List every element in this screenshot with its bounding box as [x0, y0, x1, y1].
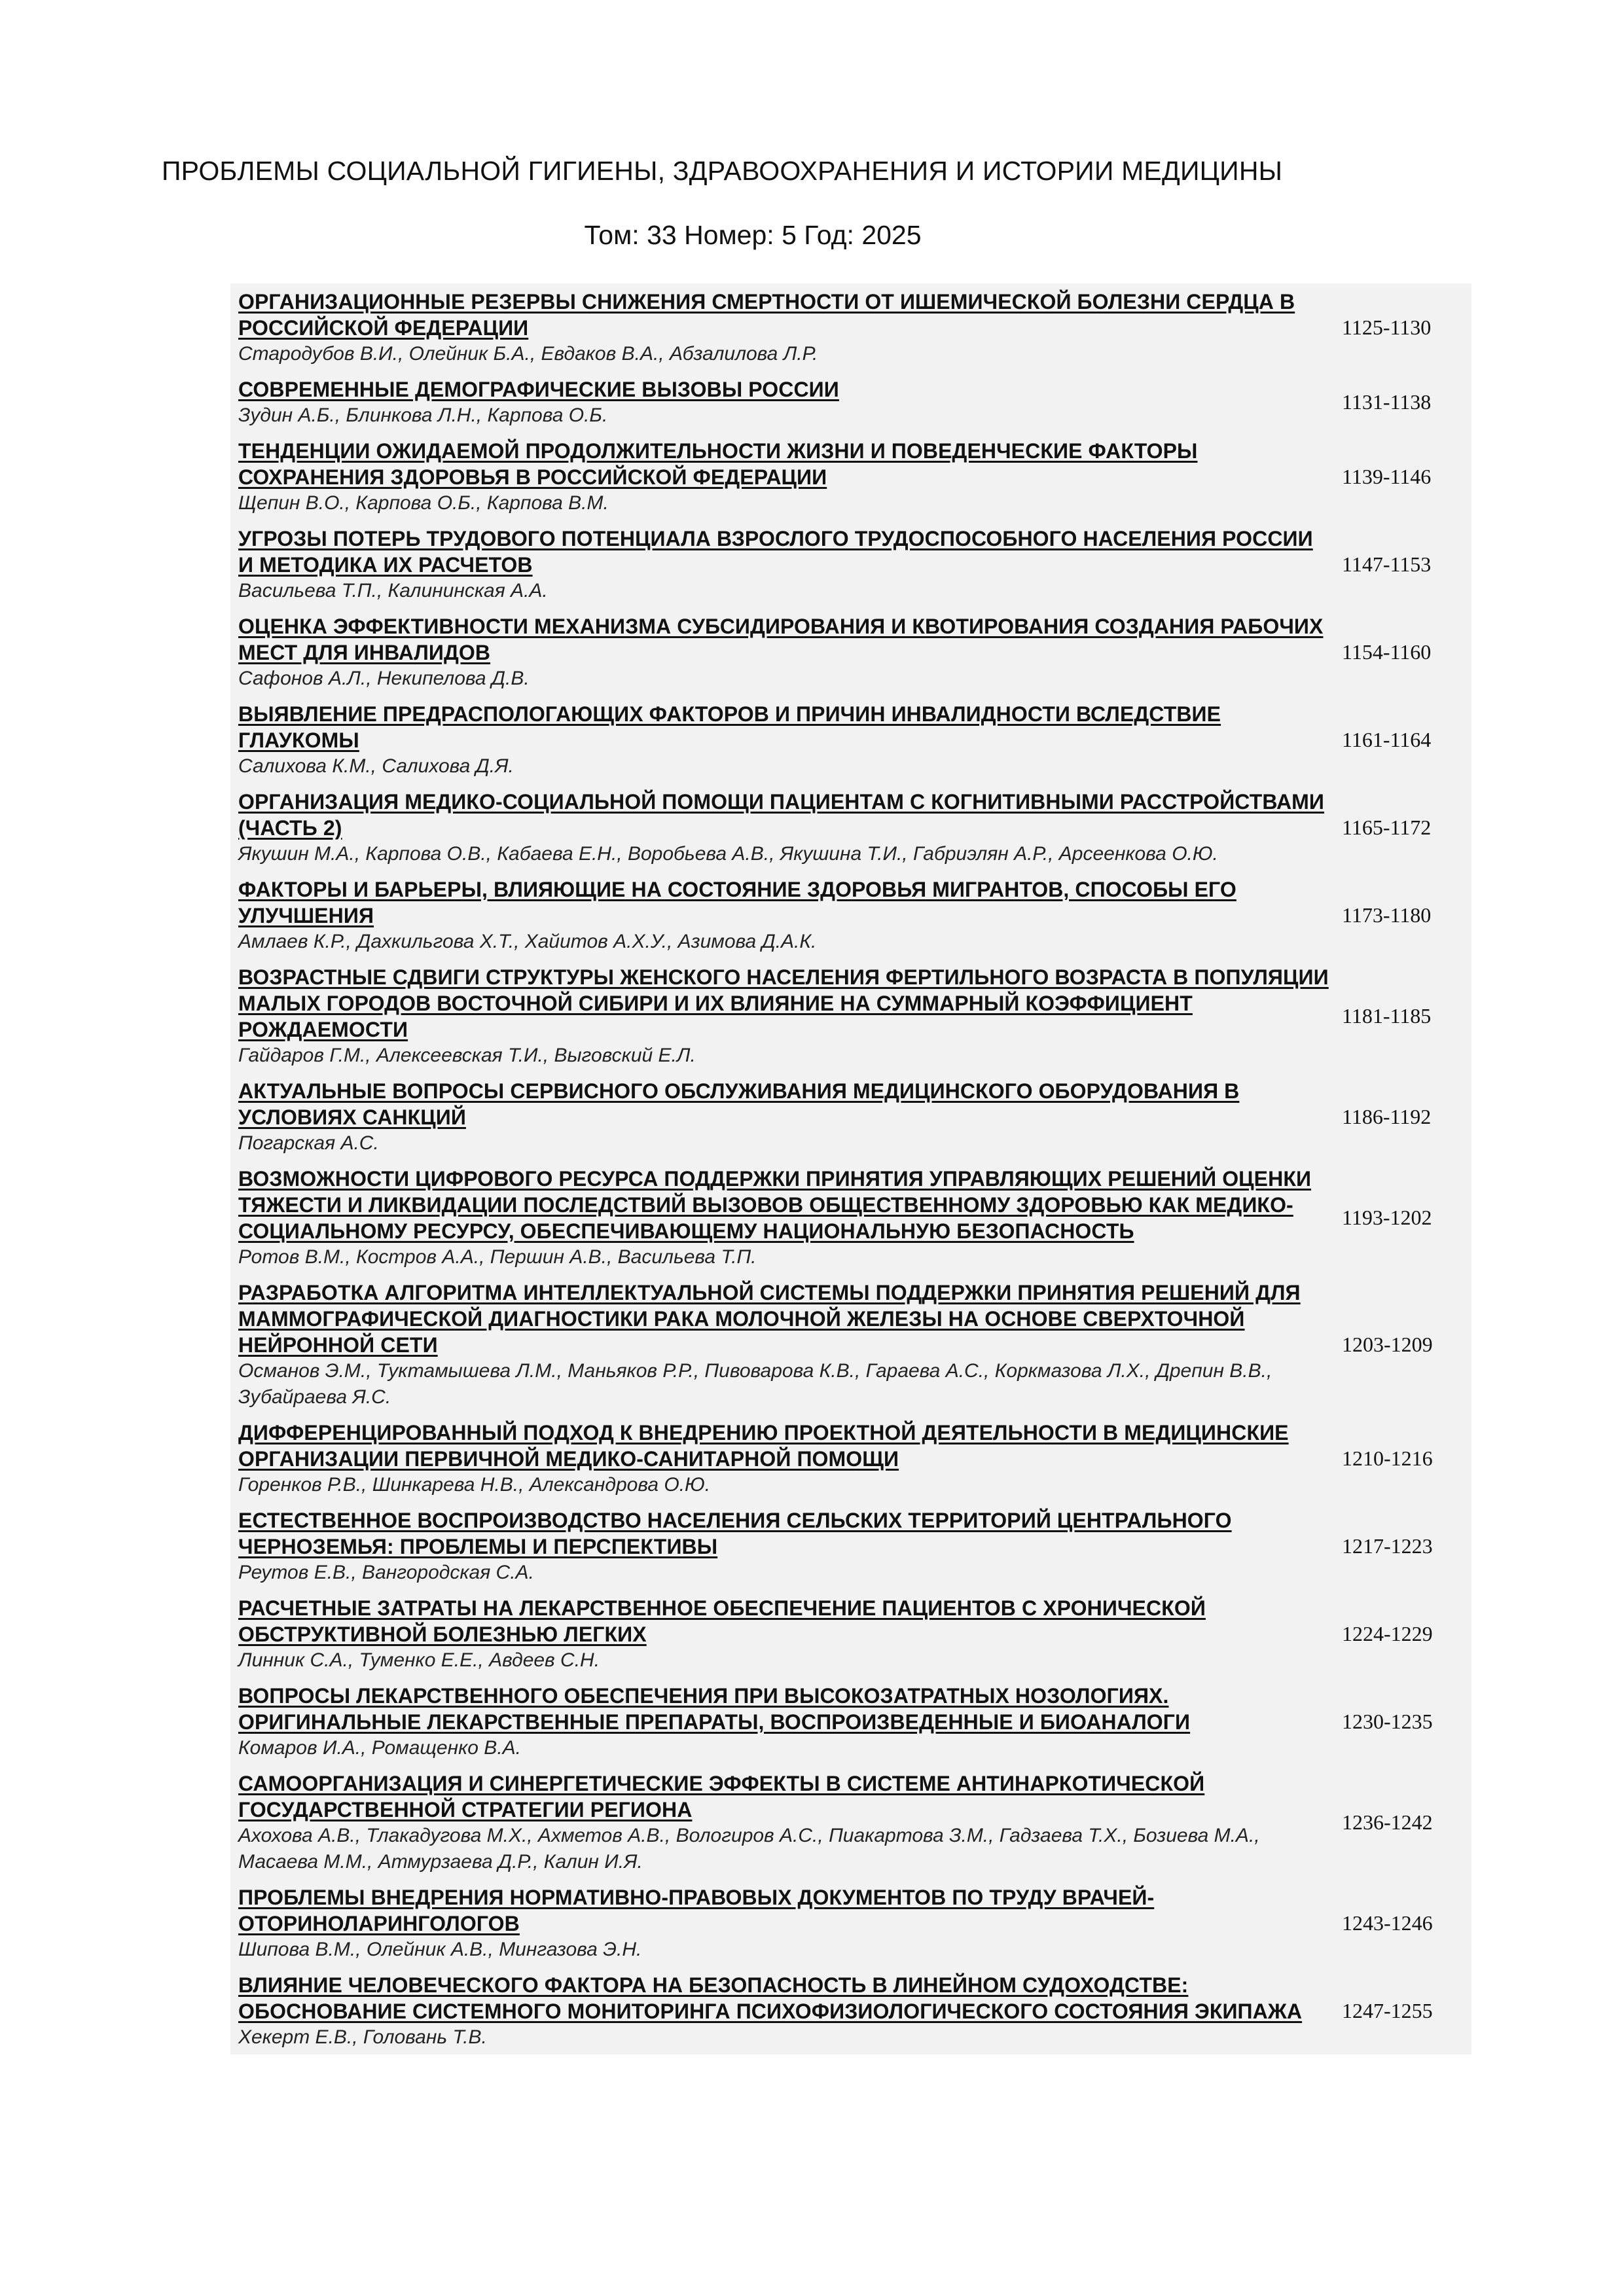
article-pages: 1203-1209	[1342, 1332, 1433, 1356]
article-info	[230, 371, 1342, 433]
article-pages: 1243-1246	[1342, 1910, 1433, 1935]
article-authors: Ротов В.М., Костров А.А., Першин А.В., Васильева Т.П.	[238, 1246, 757, 1268]
article-pages: 1161-1164	[1342, 727, 1432, 751]
article-pages: 1165-1172	[1342, 815, 1432, 839]
article-title-link[interactable]: ОЦЕНКА ЭФФЕКТИВНОСТИ МЕХАНИЗМА СУБСИДИРОВАНИЯ И КВОТИРОВАНИЯ СОЗДАНИЯ РАБОЧИХ МЕСТ ДЛЯ ИНВАЛИДОВ	[238, 615, 1324, 664]
article-row	[230, 1073, 1471, 1160]
article-title-link[interactable]: ФАКТОРЫ И БАРЬЕРЫ, ВЛИЯЮЩИЕ НА СОСТОЯНИЕ ЗДОРОВЬЯ МИГРАНТОВ, СПОСОБЫ ЕГО УЛУЧШЕНИЯ	[238, 878, 1236, 927]
article-row	[230, 1160, 1471, 1274]
article-row	[230, 283, 1471, 371]
article-pages: 1217-1223	[1342, 1534, 1433, 1558]
article-info	[230, 1160, 1342, 1274]
article-authors: Стародубов В.И., Олейник Б.А., Евдаков В.А., Абзалилова Л.Р.	[238, 343, 818, 365]
article-info	[230, 1414, 1342, 1502]
article-info	[230, 433, 1342, 520]
article-pages: 1230-1235	[1342, 1709, 1433, 1733]
article-pages: 1139-1146	[1342, 464, 1432, 488]
article-info	[230, 1677, 1342, 1765]
article-pages: 1131-1138	[1342, 389, 1432, 414]
article-title-link[interactable]: ВОЗМОЖНОСТИ ЦИФРОВОГО РЕСУРСА ПОДДЕРЖКИ ПРИНЯТИЯ УПРАВЛЯЮЩИХ РЕШЕНИЙ ОЦЕНКИ ТЯЖЕСТИ И ЛИКВИДАЦИИ ПОСЛЕДСТВИЙ ВЫЗОВОВ ОБЩЕСТВЕННОМУ ЗДОРОВЬЮ КАК МЕДИКО-СОЦИАЛЬНОМУ РЕСУРСУ, ОБЕСПЕЧИВАЮЩЕМУ НАЦИОНАЛЬНУЮ БЕЗОПАСНОСТЬ	[238, 1167, 1312, 1243]
toc-body	[230, 283, 1471, 2054]
article-title-link[interactable]: ВЫЯВЛЕНИЕ ПРЕДРАСПОЛОГАЮЩИХ ФАКТОРОВ И ПРИЧИН ИНВАЛИДНОСТИ ВСЛЕДСТВИЕ ГЛАУКОМЫ	[238, 702, 1221, 752]
journal-title: ПРОБЛЕМЫ СОЦИАЛЬНОЙ ГИГИЕНЫ, ЗДРАВООХРАНЕНИЯ И ИСТОРИИ МЕДИЦИНЫ	[162, 156, 1283, 186]
article-info	[230, 1879, 1342, 1967]
article-authors: Салихова К.М., Салихова Д.Я.	[238, 755, 514, 777]
issue-info: Том: 33 Номер: 5 Год: 2025	[584, 220, 922, 250]
article-authors: Реутов Е.В., Вангородская С.А.	[238, 1562, 534, 1583]
article-authors: Горенков Р.В., Шинкарева Н.В., Александрова О.Ю.	[238, 1474, 711, 1496]
article-info	[230, 1590, 1342, 1677]
article-title-link[interactable]: ОРГАНИЗАЦИОННЫЕ РЕЗЕРВЫ СНИЖЕНИЯ СМЕРТНОСТИ ОТ ИШЕМИЧЕСКОЙ БОЛЕЗНИ СЕРДЦА В РОССИЙСКОЙ ФЕДЕРАЦИИ	[238, 290, 1295, 340]
article-row	[230, 1677, 1471, 1765]
article-info	[230, 283, 1342, 371]
article-info	[230, 608, 1342, 696]
article-row	[230, 1967, 1471, 2054]
article-row	[230, 959, 1471, 1073]
article-pages: 1247-1255	[1342, 1998, 1433, 2022]
article-pages: 1210-1216	[1342, 1446, 1433, 1470]
article-pages: 1224-1229	[1342, 1621, 1433, 1645]
article-row	[230, 520, 1471, 608]
article-title-link[interactable]: СОВРЕМЕННЫЕ ДЕМОГРАФИЧЕСКИЕ ВЫЗОВЫ РОССИИ	[238, 378, 839, 401]
article-title-link[interactable]: ВЛИЯНИЕ ЧЕЛОВЕЧЕСКОГО ФАКТОРА НА БЕЗОПАСНОСТЬ В ЛИНЕЙНОМ СУДОХОДСТВЕ: ОБОСНОВАНИЕ СИСТЕМНОГО МОНИТОРИНГА ПСИХОФИЗИОЛОГИЧЕСКОГО СОСТОЯНИЯ ЭКИПАЖА	[238, 1973, 1303, 2023]
article-pages: 1193-1202	[1342, 1205, 1432, 1229]
article-authors: Якушин М.А., Карпова О.В., Кабаева Е.Н., Воробьева А.В., Якушина Т.И., Габриэлян А.Р., Арсеенкова О.Ю.	[238, 843, 1218, 865]
article-row	[230, 1274, 1471, 1414]
article-authors: Погарская А.С.	[238, 1132, 379, 1154]
article-title-link[interactable]: АКТУАЛЬНЫЕ ВОПРОСЫ СЕРВИСНОГО ОБСЛУЖИВАНИЯ МЕДИЦИНСКОГО ОБОРУДОВАНИЯ В УСЛОВИЯХ САНКЦИЙ	[238, 1079, 1240, 1129]
article-pages: 1154-1160	[1342, 639, 1432, 664]
article-title-link[interactable]: ОРГАНИЗАЦИЯ МЕДИКО-СОЦИАЛЬНОЙ ПОМОЩИ ПАЦИЕНТАМ С КОГНИТИВНЫМИ РАССТРОЙСТВАМИ (ЧАСТЬ 2)	[238, 790, 1325, 840]
article-pages: 1181-1185	[1342, 1003, 1432, 1028]
article-info	[230, 1967, 1342, 2054]
article-title-link[interactable]: ТЕНДЕНЦИИ ОЖИДАЕМОЙ ПРОДОЛЖИТЕЛЬНОСТИ ЖИЗНИ И ПОВЕДЕНЧЕСКИЕ ФАКТОРЫ СОХРАНЕНИЯ ЗДОРОВЬЯ В РОССИЙСКОЙ ФЕДЕРАЦИИ	[238, 439, 1198, 489]
article-pages: 1236-1242	[1342, 1810, 1433, 1834]
article-pages: 1173-1180	[1342, 903, 1432, 927]
article-title-link[interactable]: РАСЧЕТНЫЕ ЗАТРАТЫ НА ЛЕКАРСТВЕННОЕ ОБЕСПЕЧЕНИЕ ПАЦИЕНТОВ С ХРОНИЧЕСКОЙ ОБСТРУКТИВНОЙ БОЛЕЗНЬЮ ЛЕГКИХ	[238, 1596, 1206, 1646]
article-pages: 1147-1153	[1342, 552, 1432, 576]
article-info	[230, 520, 1342, 608]
article-authors: Шипова В.М., Олейник А.В., Мингазова Э.Н.	[238, 1939, 642, 1960]
article-info	[230, 959, 1342, 1073]
article-row	[230, 1414, 1471, 1502]
article-authors: Гайдаров Г.М., Алексеевская Т.И., Выговский Е.Л.	[238, 1045, 696, 1066]
article-title-link[interactable]: РАЗРАБОТКА АЛГОРИТМА ИНТЕЛЛЕКТУАЛЬНОЙ СИСТЕМЫ ПОДДЕРЖКИ ПРИНЯТИЯ РЕШЕНИЙ ДЛЯ МАММОГРАФИЧЕСКОЙ ДИАГНОСТИКИ РАКА МОЛОЧНОЙ ЖЕЛЕЗЫ НА ОСНОВЕ СВЕРХТОЧНОЙ НЕЙРОННОЙ СЕТИ	[238, 1281, 1301, 1357]
article-row	[230, 1502, 1471, 1590]
article-title-link[interactable]: САМООРГАНИЗАЦИЯ И СИНЕРГЕТИЧЕСКИЕ ЭФФЕКТЫ В СИСТЕМЕ АНТИНАРКОТИЧЕСКОЙ ГОСУДАРСТВЕННОЙ СТРАТЕГИИ РЕГИОНА	[238, 1772, 1205, 1821]
article-title-link[interactable]: ВОЗРАСТНЫЕ СДВИГИ СТРУКТУРЫ ЖЕНСКОГО НАСЕЛЕНИЯ ФЕРТИЛЬНОГО ВОЗРАСТА В ПОПУЛЯЦИИ МАЛЫХ ГОРОДОВ ВОСТОЧНОЙ СИБИРИ И ИХ ВЛИЯНИЕ НА СУММАРНЫЙ КОЭФФИЦИЕНТ РОЖДАЕМОСТИ	[238, 965, 1329, 1041]
article-title-link[interactable]: УГРОЗЫ ПОТЕРЬ ТРУДОВОГО ПОТЕНЦИАЛА ВЗРОСЛОГО ТРУДОСПОСОБНОГО НАСЕЛЕНИЯ РОССИИ И МЕТОДИКА ИХ РАСЧЕТОВ	[238, 527, 1313, 577]
article-row	[230, 1765, 1471, 1879]
article-authors: Амлаев К.Р., Дахкильгова Х.Т., Хайитов А.Х.У., Азимова Д.А.К.	[238, 931, 817, 952]
article-info	[230, 696, 1342, 783]
article-info	[230, 1502, 1342, 1590]
article-info	[230, 871, 1342, 959]
article-row	[230, 871, 1471, 959]
article-authors: Зудин А.Б., Блинкова Л.Н., Карпова О.Б.	[238, 404, 608, 426]
article-row	[230, 783, 1471, 871]
article-row	[230, 433, 1471, 520]
article-row	[230, 371, 1471, 433]
article-row	[230, 1879, 1471, 1967]
article-authors: Османов Э.М., Туктамышева Л.М., Маньяков Р.Р., Пивоварова К.В., Гараева А.С., Коркмазова Л.Х., Дрепин В.В., Зубайраева Я.С.	[238, 1360, 1272, 1408]
article-row	[230, 696, 1471, 783]
article-row	[230, 608, 1471, 696]
article-authors: Сафонов А.Л., Некипелова Д.В.	[238, 668, 530, 689]
article-title-link[interactable]: ПРОБЛЕМЫ ВНЕДРЕНИЯ НОРМАТИВНО-ПРАВОВЫХ ДОКУМЕНТОВ ПО ТРУДУ ВРАЧЕЙ-ОТОРИНОЛАРИНГОЛОГОВ	[238, 1886, 1155, 1935]
article-authors: Комаров И.А., Ромащенко В.А.	[238, 1737, 521, 1759]
article-pages: 1125-1130	[1342, 315, 1432, 339]
article-authors: Линник С.А., Туменко Е.Е., Авдеев С.Н.	[238, 1649, 600, 1671]
article-authors: Щепин В.О., Карпова О.Б., Карпова В.М.	[238, 492, 609, 514]
article-authors: Васильева Т.П., Калининская А.А.	[238, 580, 548, 601]
article-authors: Ахохова А.В., Тлакадугова М.Х., Ахметов А.В., Вологиров А.С., Пиакартова З.М., Гадзаева Т.Х., Бозиева М.А., Масаева М.М., Атмурзаева Д.Р., Калин И.Я.	[238, 1825, 1260, 1873]
article-info	[230, 783, 1342, 871]
article-title-link[interactable]: ВОПРОСЫ ЛЕКАРСТВЕННОГО ОБЕСПЕЧЕНИЯ ПРИ ВЫСОКОЗАТРАТНЫХ НОЗОЛОГИЯХ. ОРИГИНАЛЬНЫЕ ЛЕКАРСТВЕННЫЕ ПРЕПАРАТЫ, ВОСПРОИЗВЕДЕННЫЕ И БИОАНАЛОГИ	[238, 1684, 1191, 1734]
article-authors: Хекерт Е.В., Головань Т.В.	[238, 2026, 487, 2048]
article-row	[230, 1590, 1471, 1677]
article-info	[230, 1274, 1342, 1414]
table-of-contents	[230, 283, 1471, 2054]
article-info	[230, 1073, 1342, 1160]
article-title-link[interactable]: ЕСТЕСТВЕННОЕ ВОСПРОИЗВОДСТВО НАСЕЛЕНИЯ СЕЛЬСКИХ ТЕРРИТОРИЙ ЦЕНТРАЛЬНОГО ЧЕРНОЗЕМЬЯ: ПРОБЛЕМЫ И ПЕРСПЕКТИВЫ	[238, 1509, 1232, 1558]
article-info	[230, 1765, 1342, 1879]
article-pages: 1186-1192	[1342, 1104, 1432, 1128]
article-title-link[interactable]: ДИФФЕРЕНЦИРОВАННЫЙ ПОДХОД К ВНЕДРЕНИЮ ПРОЕКТНОЙ ДЕЯТЕЛЬНОСТИ В МЕДИЦИНСКИЕ ОРГАНИЗАЦИИ ПЕРВИЧНОЙ МЕДИКО-САНИТАРНОЙ ПОМОЩИ	[238, 1421, 1289, 1471]
